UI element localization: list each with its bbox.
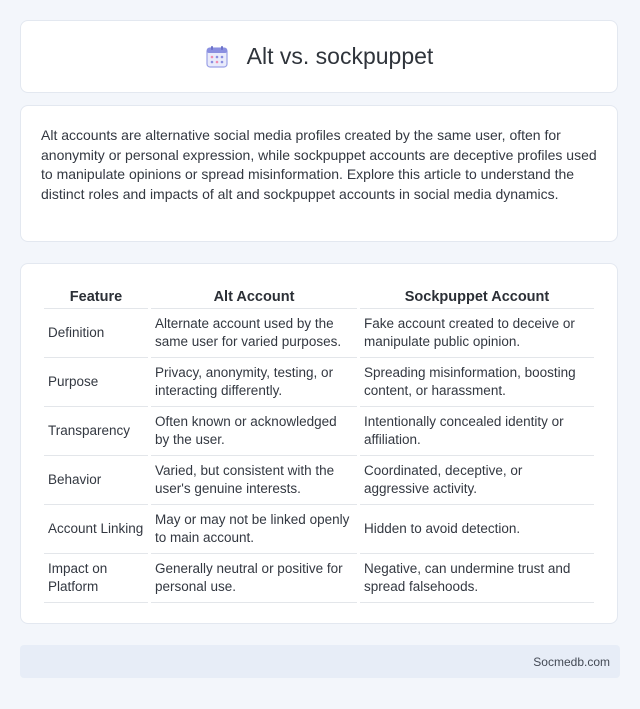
title-card	[20, 20, 618, 93]
table-row	[44, 358, 594, 407]
table-row	[44, 309, 594, 358]
alt-cell: Often known or acknowledged by the user.	[151, 407, 357, 456]
table-row	[44, 505, 594, 554]
feature-cell: Purpose	[44, 358, 148, 407]
sockpuppet-cell: Spreading misinformation, boosting content, or harassment.	[360, 358, 594, 407]
sockpuppet-cell: Hidden to avoid detection.	[360, 505, 594, 554]
calendar-icon	[205, 45, 229, 69]
page-title: Alt vs. sockpuppet	[246, 43, 434, 69]
sockpuppet-cell: Intentionally concealed identity or affiliation.	[360, 407, 594, 456]
sockpuppet-cell: Negative, can undermine trust and spread falsehoods.	[360, 554, 594, 603]
header-sockpuppet-account: Sockpuppet Account	[360, 286, 594, 309]
feature-cell: Definition	[44, 309, 148, 358]
comparison-table	[41, 286, 597, 603]
alt-cell: Generally neutral or positive for personal use.	[151, 554, 357, 603]
table-row	[44, 407, 594, 456]
footer-site-link[interactable]: Socmedb.com	[533, 654, 610, 669]
alt-cell: Alternate account used by the same user for varied purposes.	[151, 309, 357, 358]
title-wrap	[205, 43, 434, 70]
table-row	[44, 554, 594, 603]
feature-cell: Behavior	[44, 456, 148, 505]
feature-cell: Account Linking	[44, 505, 148, 554]
table-row	[44, 456, 594, 505]
alt-cell: May or may not be linked openly to main account.	[151, 505, 357, 554]
sockpuppet-cell: Fake account created to deceive or manipulate public opinion.	[360, 309, 594, 358]
alt-cell: Privacy, anonymity, testing, or interacting differently.	[151, 358, 357, 407]
footer	[20, 645, 620, 678]
alt-cell: Varied, but consistent with the user's genuine interests.	[151, 456, 357, 505]
feature-cell: Transparency	[44, 407, 148, 456]
intro-paragraph: Alt accounts are alternative social media profiles created by the same user, often for anonymity or personal expression, while sockpuppet accounts are deceptive profiles used to manipulate opinions or spread misinformation. Explore this article to understand the distinct roles and impacts of alt and sockpuppet accounts in social media dynamics.	[41, 127, 597, 202]
table-header-row	[44, 286, 594, 309]
header-feature: Feature	[44, 286, 148, 309]
sockpuppet-cell: Coordinated, deceptive, or aggressive activity.	[360, 456, 594, 505]
comparison-card	[20, 263, 618, 624]
intro-card	[20, 105, 618, 242]
header-alt-account: Alt Account	[151, 286, 357, 309]
feature-cell: Impact on Platform	[44, 554, 148, 603]
